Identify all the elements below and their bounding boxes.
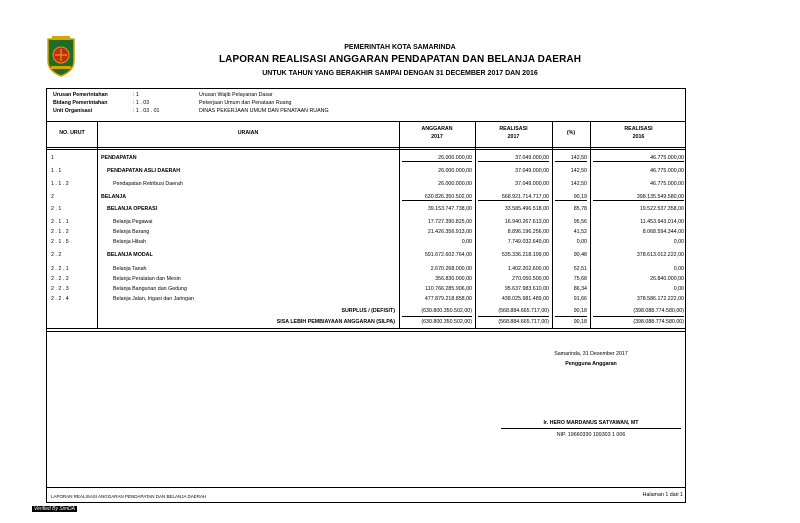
- row-anggaran: 26.000.000,00: [438, 181, 472, 187]
- total-label: SISA LEBIH PEMBIAYAAN ANGGARAN (SILPA): [276, 319, 395, 325]
- signature-nip: NIP. 19660330 199303 1 006: [556, 432, 626, 438]
- row-prev: 46.775.000,00: [650, 181, 684, 187]
- report-frame: [46, 88, 686, 503]
- underline: [402, 161, 472, 162]
- row-anggaran: 477.879.218.858,00: [424, 296, 472, 302]
- row-pct: 95,56: [573, 219, 587, 225]
- underline: [402, 200, 472, 201]
- total-realisasi: (568.884.665.717,00): [498, 319, 549, 325]
- row-uraian: Belanja Hibah: [113, 239, 146, 245]
- row-no: 2 . 2 . 3: [51, 286, 69, 292]
- row-no: 2 . 1: [51, 206, 62, 212]
- row-pct: 86,34: [573, 286, 587, 292]
- col-header-anggaran-year: 2017: [431, 134, 443, 140]
- row-uraian: Belanja Pegawai: [113, 219, 153, 225]
- col-line: [97, 121, 98, 328]
- row-uraian: PENDAPATAN ASLI DAERAH: [107, 168, 181, 174]
- col-header-anggaran: ANGGARAN: [421, 126, 453, 132]
- total-anggaran: (630.800.350.502,00): [421, 308, 472, 314]
- divider: [47, 328, 685, 329]
- row-uraian: Belanja Tanah: [113, 266, 147, 272]
- row-anggaran: 39.153.747.738,00: [427, 206, 472, 212]
- row-pct: 75,68: [573, 276, 587, 282]
- row-uraian: Belanja Bangunan dan Gedung: [113, 286, 187, 292]
- info-code: : 1: [133, 92, 139, 98]
- row-realisasi: 37.049.000,00: [515, 181, 549, 187]
- row-realisasi: 95.637.983.610,00: [504, 286, 549, 292]
- row-realisasi: 270.050.500,00: [512, 276, 549, 282]
- row-prev: 8.068.594.344,00: [642, 229, 684, 235]
- row-uraian: PENDAPATAN: [101, 155, 137, 161]
- row-realisasi: 1.402.202.600,00: [507, 266, 549, 272]
- row-prev: 46.775.000,00: [650, 168, 684, 174]
- row-no: 2 . 1 . 5: [51, 239, 69, 245]
- row-anggaran: 2.670.268.000,00: [430, 266, 472, 272]
- row-uraian: Belanja Peralatan dan Mesin: [113, 276, 181, 282]
- signature-line: [501, 428, 681, 429]
- info-desc: DINAS PEKERJAAN UMUM DAN PENATAAN RUANG: [199, 108, 329, 114]
- row-realisasi: 37.049.000,00: [515, 155, 549, 161]
- row-pct: 85,78: [573, 206, 587, 212]
- government-name: PEMERINTAH KOTA SAMARINDA: [344, 44, 456, 51]
- info-label: Unit Organisasi: [53, 108, 93, 114]
- row-anggaran: 591.672.602.764,00: [424, 252, 472, 258]
- row-anggaran: 26.000.000,00: [438, 168, 472, 174]
- row-prev: 11.453.943.014,00: [640, 219, 684, 225]
- col-header-realisasi: REALISASI: [499, 126, 528, 132]
- row-uraian: Belanja Barang: [113, 229, 150, 235]
- row-uraian: BELANJA: [101, 194, 127, 200]
- col-header-realisasi-prev: REALISASI: [624, 126, 653, 132]
- total-prev: (398.088.774.580,00): [633, 319, 684, 325]
- row-no: 1 . 1: [51, 168, 62, 174]
- footer-report-name: LAPORAN REALISASI ANGGARAN PENDAPATAN DAN BELANJA DAERAH: [51, 494, 207, 499]
- row-prev: 398.135.549.580,00: [636, 194, 684, 200]
- row-pct: 142,50: [570, 168, 587, 174]
- row-realisasi: 37.049.000,00: [515, 168, 549, 174]
- row-no: 1: [51, 155, 54, 161]
- underline: [478, 200, 549, 201]
- footer-page-number: Halaman 1 dari 1: [642, 492, 683, 498]
- row-pct: 142,50: [570, 181, 587, 187]
- underline: [478, 161, 549, 162]
- row-realisasi: 7.749.032.649,00: [507, 239, 549, 245]
- row-realisasi: 8.896.196.256,00: [507, 229, 549, 235]
- row-prev: 26.840.000,00: [650, 276, 684, 282]
- row-pct: 91,66: [573, 296, 587, 302]
- row-realisasi: 16.940.267.613,00: [504, 219, 549, 225]
- row-pct: 0,00: [576, 239, 587, 245]
- total-anggaran: (630.800.350.502,00): [421, 319, 472, 325]
- divider: [47, 331, 685, 332]
- row-pct: 90,48: [573, 252, 587, 258]
- total-prev: (398.088.774.580,00): [633, 308, 684, 314]
- col-header-realisasi-year: 2017: [507, 134, 520, 140]
- row-prev: 0,00: [673, 266, 684, 272]
- col-header-realisasi-prev-year: 2016: [632, 134, 645, 140]
- row-realisasi: 568.921.714.717,00: [501, 194, 549, 200]
- row-pct: 52,51: [573, 266, 587, 272]
- row-realisasi: 535.336.218.199,00: [501, 252, 549, 258]
- row-anggaran: 17.727.390.825,00: [427, 219, 472, 225]
- info-code: : 1 . 03: [133, 100, 150, 106]
- row-pct: 41,52: [573, 229, 587, 235]
- row-prev: 0,00: [673, 239, 684, 245]
- divider: [47, 487, 685, 488]
- row-realisasi: 33.585.496.518,00: [504, 206, 549, 212]
- row-no: 2 . 2: [51, 252, 62, 258]
- info-desc: Urusan Wajib Pelayanan Dasar: [199, 92, 273, 98]
- row-anggaran: 26.000.000,00: [438, 155, 472, 161]
- underline: [555, 161, 587, 162]
- underline: [478, 316, 549, 317]
- total-realisasi: (568.884.665.717,00): [498, 308, 549, 314]
- total-pct: 90,18: [573, 319, 587, 325]
- report-subtitle: UNTUK TAHUN YANG BERAKHIR SAMPAI DENGAN 31 DECEMBER 2017 DAN 2016: [262, 70, 538, 77]
- signature-place-date: Samarinda, 31 Desember 2017: [554, 351, 628, 357]
- row-uraian: BELANJA OPERASI: [107, 206, 158, 212]
- row-realisasi: 438.025.981.489,00: [501, 296, 549, 302]
- row-no: 2 . 2 . 1: [51, 266, 69, 272]
- info-code: : 1 . 03 . 01: [133, 108, 160, 114]
- row-uraian: Pendapatan Retribusi Daerah: [113, 181, 183, 187]
- underline: [593, 200, 684, 201]
- row-no: 2 . 1 . 2: [51, 229, 69, 235]
- row-prev: 19.522.537.358,00: [639, 206, 684, 212]
- row-no: 2 . 1 . 1: [51, 219, 69, 225]
- col-header-uraian: URAIAN: [237, 130, 259, 136]
- total-pct: 90,18: [573, 308, 587, 314]
- row-anggaran: 21.426.356.913,00: [427, 229, 472, 235]
- signature-name: Ir. HERO MARDANUS SATYAWAN, MT: [543, 420, 639, 426]
- row-pct: 90,19: [573, 194, 587, 200]
- row-prev: 46.775.000,00: [650, 155, 684, 161]
- report-title: LAPORAN REALISASI ANGGARAN PENDAPATAN DAN BELANJA DAERAH: [218, 54, 582, 65]
- row-pct: 142,50: [570, 155, 587, 161]
- underline: [555, 316, 587, 317]
- row-no: 2: [51, 194, 54, 200]
- underline: [593, 161, 684, 162]
- row-no: 2 . 2 . 4: [51, 296, 69, 302]
- col-header-no: NO. URUT: [59, 130, 85, 136]
- row-prev: 0,00: [673, 286, 684, 292]
- info-desc: Pekerjaan Umum dan Penataan Ruang: [199, 100, 292, 106]
- row-anggaran: 0,00: [461, 239, 472, 245]
- underline: [402, 316, 472, 317]
- row-anggaran: 356.830.000,00: [435, 276, 472, 282]
- underline: [593, 316, 684, 317]
- col-header-pct: (%): [566, 130, 576, 136]
- row-uraian: BELANJA MODAL: [107, 252, 153, 258]
- row-prev: 378.613.012.222,00: [636, 252, 684, 258]
- row-anggaran: 630.826.350.502,00: [424, 194, 472, 200]
- info-label: Bidang Pemerintahan: [53, 100, 108, 106]
- total-label: SURPLUS / (DEFISIT): [341, 308, 395, 314]
- row-uraian: Belanja Jalan, Irigasi dan Jaringan: [113, 296, 194, 302]
- signature-role: Pengguna Anggaran: [565, 361, 617, 367]
- verified-badge: Verified By SimDA: [34, 506, 75, 512]
- row-prev: 378.586.172.222,00: [636, 296, 684, 302]
- info-label: Urusan Pemerintahan: [53, 92, 108, 98]
- row-no: 2 . 2 . 2: [51, 276, 69, 282]
- row-no: 1 . 1 . 2: [51, 181, 69, 187]
- row-anggaran: 110.766.285.906,00: [425, 286, 472, 292]
- underline: [555, 200, 587, 201]
